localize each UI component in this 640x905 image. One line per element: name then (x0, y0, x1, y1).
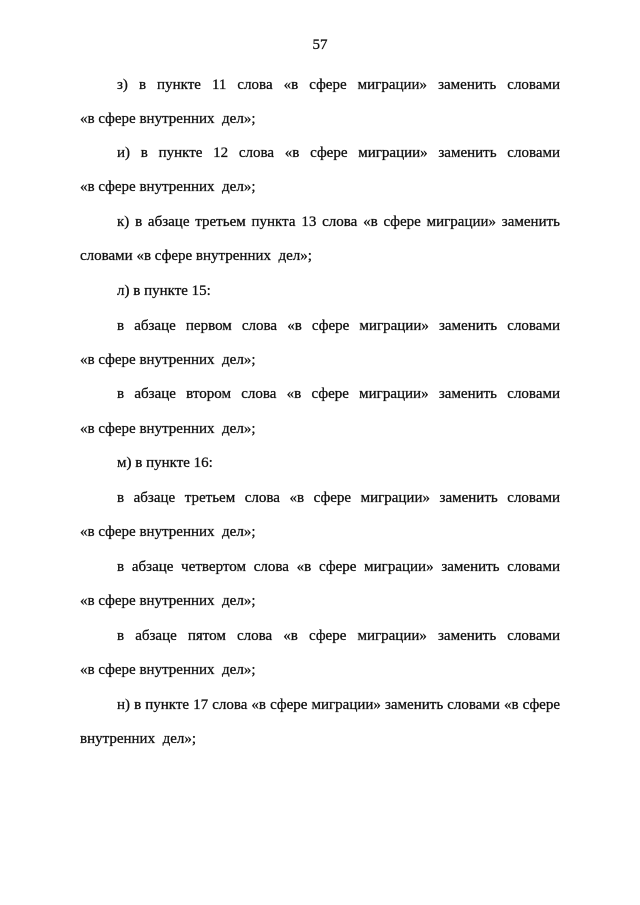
text-line: «в сфере внутренних дел»; (80, 593, 256, 609)
text-line: в абзаце первом слова «в сфере миграции» заменить словами (117, 318, 560, 334)
text-line: к) в абзаце третьем пункта 13 слова «в сфере миграции» заменить (117, 214, 560, 230)
text-line: н) в пункте 17 слова «в сфере миграции» заменить словами «в сфере (117, 697, 560, 713)
text-line: л) в пункте 15: (117, 283, 211, 299)
text-line: в абзаце пятом слова «в сфере миграции» заменить словами (117, 628, 560, 644)
text-line: з) в пункте 11 слова «в сфере миграции» заменить словами (117, 77, 560, 93)
text-line: м) в пункте 16: (117, 455, 213, 471)
page-number: 57 (312, 37, 328, 53)
text-line: «в сфере внутренних дел»; (80, 179, 256, 195)
text-line: «в сфере внутренних дел»; (80, 352, 256, 368)
text-line: внутренних дел»; (80, 731, 197, 747)
text-line: «в сфере внутренних дел»; (80, 524, 256, 540)
text-line: и) в пункте 12 слова «в сфере миграции» заменить словами (117, 145, 560, 161)
text-line: «в сфере внутренних дел»; (80, 111, 256, 127)
text-line: словами «в сфере внутренних дел»; (80, 248, 312, 264)
text-line: в абзаце четвертом слова «в сфере миграции» заменить словами (117, 559, 560, 575)
text-line: в абзаце третьем слова «в сфере миграции» заменить словами (117, 490, 560, 506)
text-line: «в сфере внутренних дел»; (80, 662, 256, 678)
text-line: в абзаце втором слова «в сфере миграции» заменить словами (117, 386, 560, 402)
text-line: «в сфере внутренних дел»; (80, 421, 256, 437)
